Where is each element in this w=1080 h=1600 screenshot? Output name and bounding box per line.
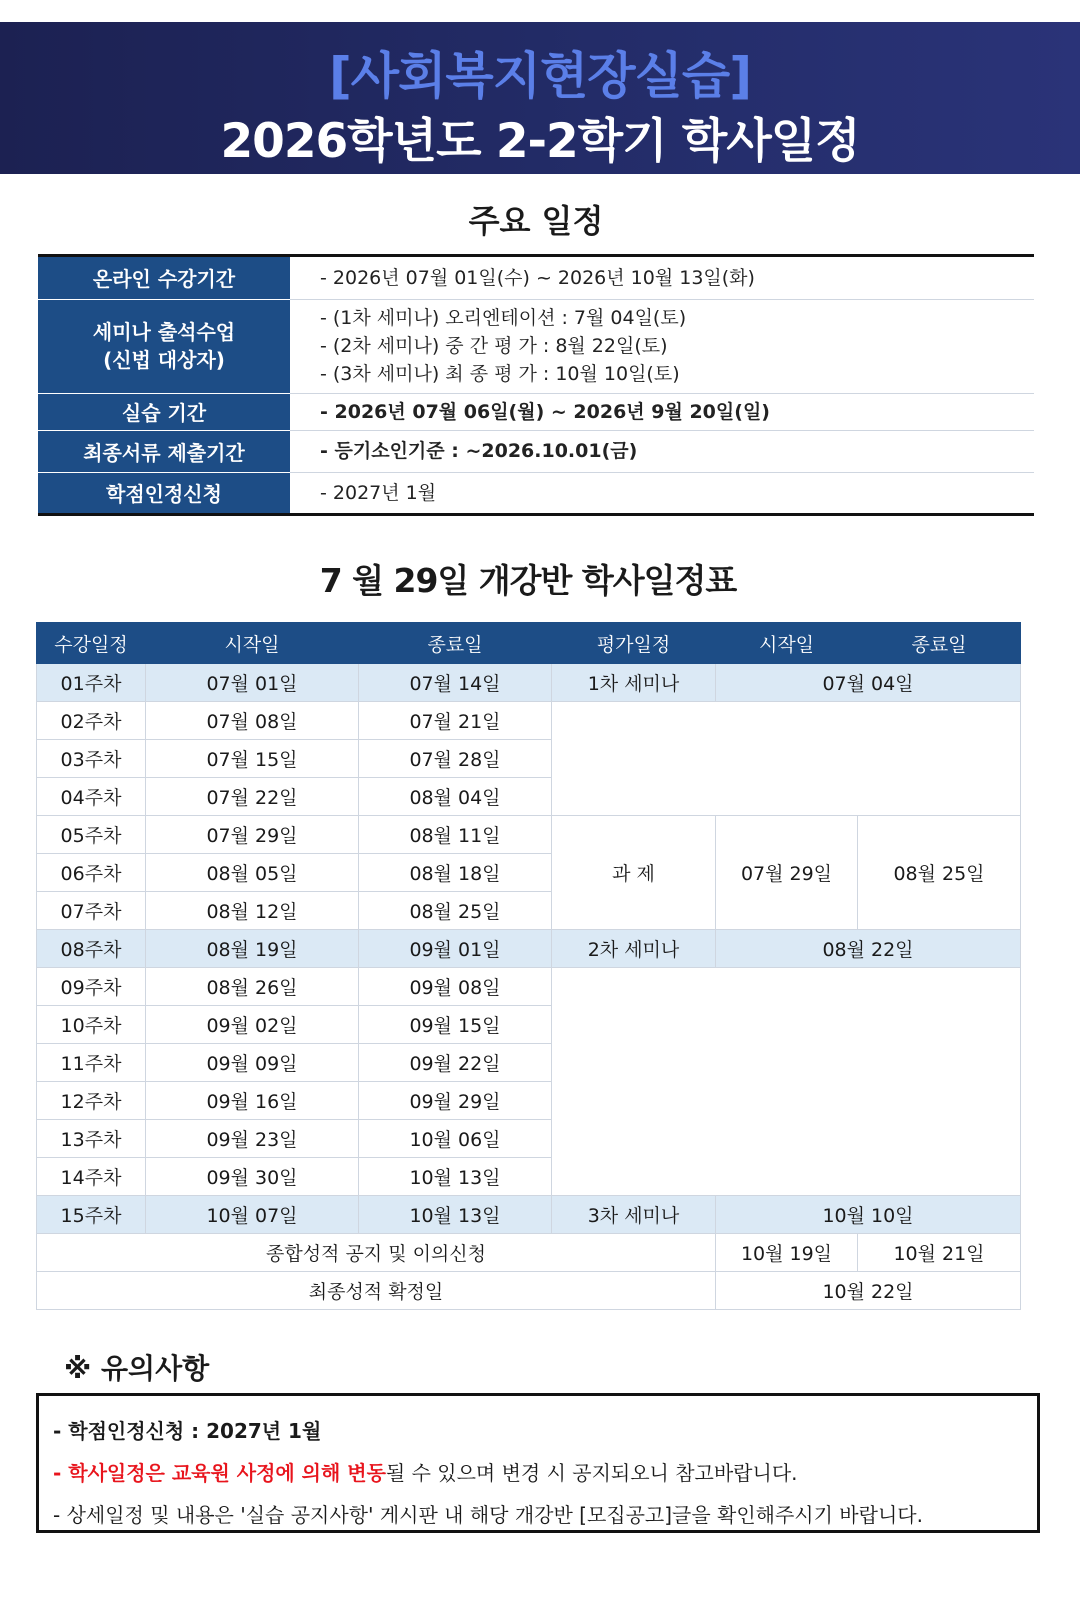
end-cell: 09월 01일 <box>359 930 552 968</box>
eval-name-cell: 1차 세미나 <box>552 664 716 702</box>
empty-eval-cell <box>552 702 1021 816</box>
header-cell: 종료일 <box>858 623 1021 664</box>
header-cell: 종료일 <box>359 623 552 664</box>
start-cell: 10월 07일 <box>146 1196 359 1234</box>
schedule-header-row <box>37 623 1021 664</box>
table-row <box>37 968 1021 1006</box>
end-cell: 07월 14일 <box>359 664 552 702</box>
end-cell: 08월 18일 <box>359 854 552 892</box>
final-grade-label: 최종성적 확정일 <box>37 1272 716 1310</box>
start-cell: 07월 22일 <box>146 778 359 816</box>
key-value: - 2027년 1월 <box>320 481 437 504</box>
week-cell: 13주차 <box>37 1120 146 1158</box>
key-row-practice <box>38 393 1034 430</box>
notes-title: ※ 유의사항 <box>64 1352 210 1385</box>
grade-notice-end: 10월 21일 <box>858 1234 1021 1272</box>
start-cell: 08월 05일 <box>146 854 359 892</box>
end-cell: 08월 04일 <box>359 778 552 816</box>
end-cell: 07월 28일 <box>359 740 552 778</box>
start-cell: 07월 29일 <box>146 816 359 854</box>
week-cell: 09주차 <box>37 968 146 1006</box>
start-cell: 08월 26일 <box>146 968 359 1006</box>
start-cell: 07월 08일 <box>146 702 359 740</box>
schedule-title: 7 월 29일 개강반 학사일정표 <box>319 561 737 600</box>
key-row-seminar <box>38 299 1034 393</box>
start-cell: 09월 02일 <box>146 1006 359 1044</box>
end-cell: 09월 15일 <box>359 1006 552 1044</box>
empty-eval-cell <box>552 968 1021 1196</box>
assignment-start-cell: 07월 29일 <box>716 816 858 930</box>
table-row <box>37 930 1021 968</box>
end-cell: 10월 06일 <box>359 1120 552 1158</box>
banner-title: 2026학년도 2-2학기 학사일정 <box>220 114 860 169</box>
key-schedule-title: 주요 일정 <box>38 196 1034 257</box>
start-cell: 09월 09일 <box>146 1044 359 1082</box>
start-cell: 07월 01일 <box>146 664 359 702</box>
header-cell: 수강일정 <box>37 623 146 664</box>
week-cell: 05주차 <box>37 816 146 854</box>
final-grade-date: 10월 22일 <box>716 1272 1021 1310</box>
week-cell: 10주차 <box>37 1006 146 1044</box>
schedule-table-wrap <box>36 622 1020 1310</box>
start-cell: 09월 16일 <box>146 1082 359 1120</box>
table-row <box>37 702 1021 740</box>
key-label: 학점인정신청 <box>38 472 290 514</box>
end-cell: 07월 21일 <box>359 702 552 740</box>
eval-name-cell: 3차 세미나 <box>552 1196 716 1234</box>
notes-box <box>36 1393 1040 1533</box>
week-cell: 15주차 <box>37 1196 146 1234</box>
key-value: - (1차 세미나) 오리엔테이션 : 7월 04일(토) - (2차 세미나) 중 간 평 가 : 8월 22일(토) - (3차 세미나) 최 종 평 가 : 10월 10일(토) <box>290 299 1034 393</box>
note-change-rest: 될 수 있으며 변경 시 공지되오니 참고바랍니다. <box>385 1461 798 1485</box>
key-row-online <box>38 257 1034 299</box>
key-value: - 2026년 07월 06일(월) ~ 2026년 9월 20일(일) <box>290 393 1034 430</box>
table-row <box>37 1196 1021 1234</box>
table-row <box>37 816 1021 854</box>
eval-name-cell: 2차 세미나 <box>552 930 716 968</box>
eval-date-cell: 07월 04일 <box>716 664 1021 702</box>
title-banner <box>0 22 1080 174</box>
week-cell: 07주차 <box>37 892 146 930</box>
header-cell: 시작일 <box>716 623 858 664</box>
end-cell: 10월 13일 <box>359 1196 552 1234</box>
week-cell: 06주차 <box>37 854 146 892</box>
end-cell: 09월 08일 <box>359 968 552 1006</box>
banner-category: [사회복지현장실습] <box>328 47 752 105</box>
table-row <box>37 664 1021 702</box>
start-cell: 09월 30일 <box>146 1158 359 1196</box>
start-cell: 08월 19일 <box>146 930 359 968</box>
schedule-table <box>36 622 1021 1310</box>
end-cell: 08월 11일 <box>359 816 552 854</box>
week-cell: 03주차 <box>37 740 146 778</box>
key-value: - 등기소인기준 : ~2026.10.01(금) <box>290 430 1034 472</box>
week-cell: 02주차 <box>37 702 146 740</box>
week-cell: 01주차 <box>37 664 146 702</box>
grade-notice-start: 10월 19일 <box>716 1234 858 1272</box>
start-cell: 09월 23일 <box>146 1120 359 1158</box>
key-row-documents <box>38 430 1034 472</box>
week-cell: 11주차 <box>37 1044 146 1082</box>
header-cell: 시작일 <box>146 623 359 664</box>
note-detail: - 상세일정 및 내용은 '실습 공지사항' 게시판 내 해당 개강반 [모집공고]글을 확인해주시기 바랍니다. <box>53 1503 923 1527</box>
eval-date-cell: 08월 22일 <box>716 930 1021 968</box>
key-label: 온라인 수강기간 <box>38 257 290 299</box>
start-cell: 07월 15일 <box>146 740 359 778</box>
note-change <box>53 1452 1037 1494</box>
end-cell: 10월 13일 <box>359 1158 552 1196</box>
header-cell: 평가일정 <box>552 623 716 664</box>
week-cell: 04주차 <box>37 778 146 816</box>
week-cell: 14주차 <box>37 1158 146 1196</box>
week-cell: 08주차 <box>37 930 146 968</box>
end-cell: 09월 22일 <box>359 1044 552 1082</box>
assignment-end-cell: 08월 25일 <box>858 816 1021 930</box>
key-label: 최종서류 제출기간 <box>38 430 290 472</box>
note-credit: - 학점인정신청 : 2027년 1월 <box>53 1419 322 1443</box>
end-cell: 09월 29일 <box>359 1082 552 1120</box>
seminar-label-text: 세미나 출석수업 (신법 대상자) <box>92 320 236 372</box>
note-change-alert: - 학사일정은 교육원 사정에 의해 변동 <box>53 1461 386 1485</box>
key-row-credit <box>38 472 1034 514</box>
eval-date-cell: 10월 10일 <box>716 1196 1021 1234</box>
final-grade-row <box>37 1272 1021 1310</box>
grade-notice-row <box>37 1234 1021 1272</box>
key-label <box>38 299 290 393</box>
grade-notice-label: 종합성적 공지 및 이의신청 <box>37 1234 716 1272</box>
start-cell: 08월 12일 <box>146 892 359 930</box>
key-schedule-table <box>38 257 1034 516</box>
key-label: 실습 기간 <box>38 393 290 430</box>
assignment-name-cell: 과 제 <box>552 816 716 930</box>
week-cell: 12주차 <box>37 1082 146 1120</box>
end-cell: 08월 25일 <box>359 892 552 930</box>
key-value: - 2026년 07월 01일(수) ~ 2026년 10월 13일(화) <box>290 257 1034 299</box>
